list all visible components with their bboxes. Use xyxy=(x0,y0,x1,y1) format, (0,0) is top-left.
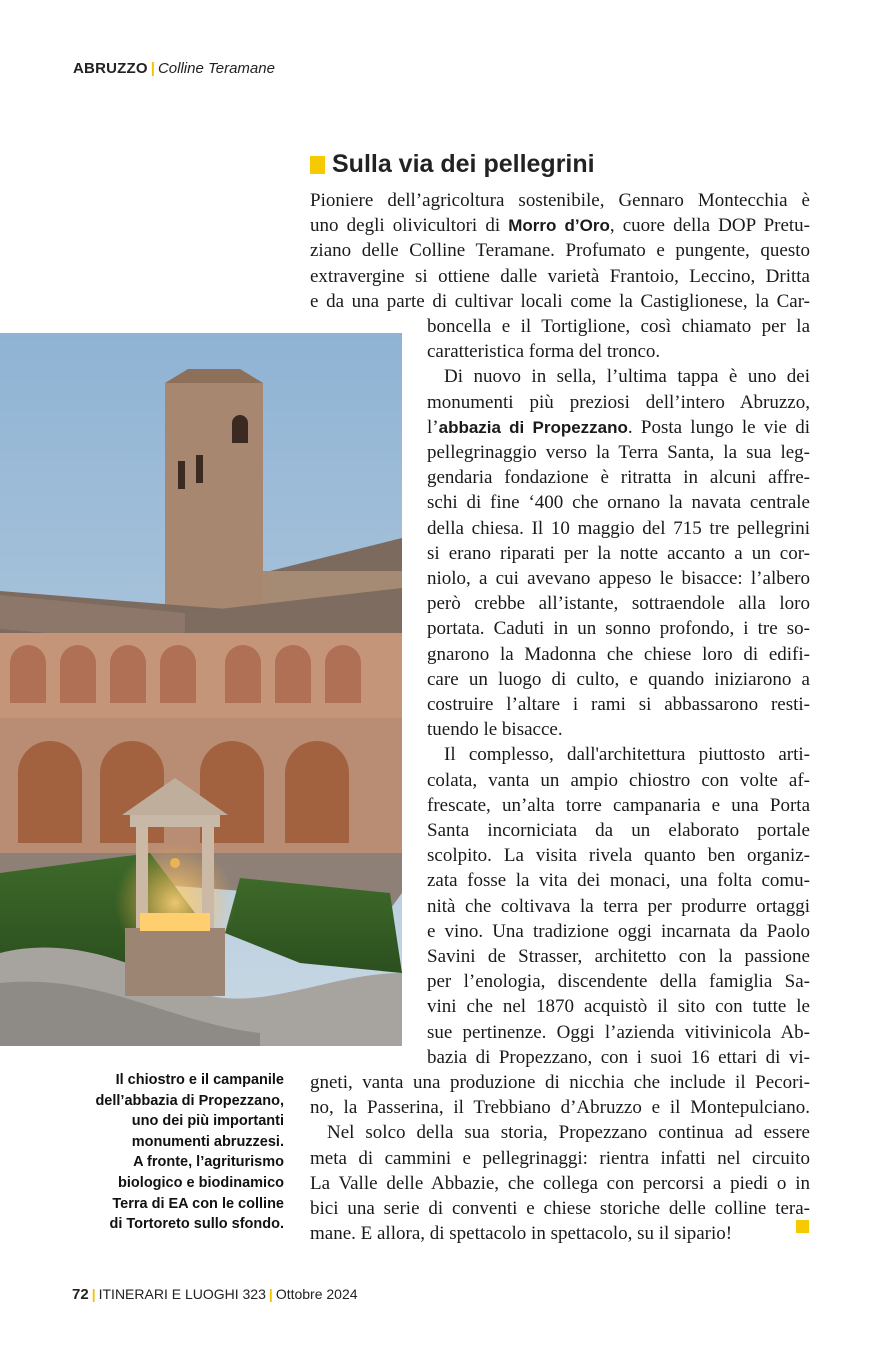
line-text: Savini de Strasser, architetto con la passione xyxy=(427,946,810,967)
article-line xyxy=(310,289,810,314)
line-text: caratteristica forma del tronco. xyxy=(427,341,661,363)
caption-line: monumenti abruzzesi. xyxy=(131,1133,284,1150)
end-of-article-icon xyxy=(796,1220,809,1233)
line-text: della chiesa. Il 10 maggio del 715 tre pellegrini xyxy=(427,517,810,539)
article-line xyxy=(427,490,810,515)
article-line xyxy=(310,213,810,238)
caption-line: dell’abbazia di Propezzano, xyxy=(95,1092,284,1109)
line-text: colata, vanta un ampio chiostro con volte af- xyxy=(427,769,810,791)
caption-line: uno dei più importanti xyxy=(131,1113,284,1130)
line-text: e da una parte di cultivar locali come la Castiglionese, la Car- xyxy=(310,290,810,312)
article-line xyxy=(310,1171,810,1196)
line-text: tuendo le bisacce. xyxy=(427,719,563,741)
line-text: extravergine si ottiene dalle varietà Frantoio, Leccino, Dritta xyxy=(310,265,810,287)
line-text: Santa incorniciata da un elaborato portale xyxy=(427,820,810,841)
cloister-photo xyxy=(0,333,402,1046)
article-line xyxy=(327,1120,810,1145)
line-text: pellegrinaggio verso la Terra Santa, la sua leg- xyxy=(427,442,810,463)
line-text: uno degli olivicultori di xyxy=(310,215,509,237)
article-line xyxy=(427,868,810,893)
line-text: si erano riparati per la notte accanto a un cor- xyxy=(427,542,810,564)
line-text: ziano delle Colline Teramane. Profumato e pungente, questo xyxy=(310,240,810,262)
caption-line: A fronte, l’agriturismo xyxy=(133,1154,284,1171)
line-text: Il complesso, dall'architettura piuttosto arti- xyxy=(444,744,810,766)
line-text: per l’enologia, discendente della famiglia Sa- xyxy=(427,971,810,993)
caption-line: di Tortoreto sullo sfondo. xyxy=(109,1216,284,1233)
article-line xyxy=(444,364,810,389)
caption-line: biologico e biodinamico xyxy=(118,1174,284,1191)
line-text: boncella e il Tortiglione, così chiamato per la xyxy=(427,316,810,337)
article-line xyxy=(427,667,810,692)
running-header xyxy=(73,60,275,77)
bold-term: Morro d’Oro xyxy=(508,216,610,236)
article-line xyxy=(427,692,810,717)
article-line xyxy=(427,390,810,415)
page-footer xyxy=(72,1286,358,1303)
line-text: gnarono la Madonna che chiese loro di edifi- xyxy=(427,643,810,665)
article-line xyxy=(427,969,810,994)
article-line xyxy=(427,541,810,566)
article-line xyxy=(310,1146,810,1171)
line-text: meta di cammini e pellegrinaggi: rientra infatti nel circuito xyxy=(310,1147,810,1169)
article-line xyxy=(427,642,810,667)
line-text: no, la Passerina, il Trebbiano d’Abruzzo e il Montepulciano. xyxy=(310,1097,810,1119)
line-text: mane. E allora, di spettacolo in spettacolo, su il sipario! xyxy=(310,1223,733,1245)
article-line xyxy=(427,818,810,843)
header-subtitle: Colline Teramane xyxy=(157,60,275,77)
line-text: nità che coltivava la terra per produrre ortaggi xyxy=(427,895,810,917)
line-text: portata. Caduti in un sonno profondo, i tre so- xyxy=(427,618,810,640)
line-text: La Valle delle Abbazie, che collega con percorsi a piedi o in xyxy=(310,1172,810,1194)
line-text: zata fosse la vita dei monaci, una folta comu- xyxy=(427,870,810,892)
line-text: , cuore della DOP Pretu- xyxy=(609,215,811,237)
article-title-text: Sulla via dei pellegrini xyxy=(332,150,595,178)
article-line xyxy=(427,894,810,919)
article-line xyxy=(427,314,810,339)
section-marker-icon xyxy=(310,156,325,174)
line-text: però crebbe all’istante, sottraendole alla loro xyxy=(427,593,810,615)
line-text: gneti, vanta una produzione di nicchia che include il Pecori- xyxy=(310,1072,810,1093)
line-text: costruire l’altare i rami si abbassarono resti- xyxy=(427,694,810,715)
article-line xyxy=(427,440,810,465)
article-line xyxy=(444,742,810,767)
article-line xyxy=(310,188,810,213)
article-line xyxy=(427,994,810,1019)
line-text: scolpito. La visita rivela quanto ben organiz- xyxy=(427,845,810,867)
article-line xyxy=(310,238,810,263)
caption-line: Il chiostro e il campanile xyxy=(115,1072,284,1088)
footer-separator: | xyxy=(268,1286,273,1302)
line-text: frescate, un’alta torre campanaria e una Porta xyxy=(427,794,810,816)
article-title xyxy=(310,150,595,179)
article-line xyxy=(310,1095,810,1120)
header-separator: | xyxy=(150,60,155,77)
page-number: 72 xyxy=(72,1286,89,1303)
article-line xyxy=(427,566,810,591)
bold-term: abbazia di Propezzano xyxy=(438,417,628,437)
line-text: vini che nel 1870 acquistò il sito con tutte le xyxy=(427,996,810,1018)
line-text: care un luogo di culto, e quando iniziarono a xyxy=(427,668,810,690)
line-text: niolo, a cui avevano appeso le bisacce: l’albero xyxy=(427,568,810,589)
line-text: l’ xyxy=(427,416,439,438)
article-line xyxy=(310,1196,810,1221)
line-text: Pioniere dell’agricoltura sostenibile, Gennaro Montecchia è xyxy=(310,190,810,211)
article-line xyxy=(427,919,810,944)
article-line xyxy=(427,465,810,490)
article-line xyxy=(427,415,810,440)
line-text: . Posta lungo le vie di xyxy=(627,416,811,438)
photo-caption xyxy=(54,1070,284,1235)
article-line xyxy=(427,944,810,969)
line-text: e vino. Una tradizione oggi incarnata da Paolo xyxy=(427,920,810,942)
line-text: schi di fine ‘400 che ornano la navata centrale xyxy=(427,492,810,514)
footer-separator: | xyxy=(91,1286,96,1302)
article-line xyxy=(427,768,810,793)
line-text: bici una serie di conventi e chiese storiche delle colline tera- xyxy=(310,1198,810,1219)
header-region: ABRUZZO xyxy=(73,60,148,77)
article-line xyxy=(427,516,810,541)
magazine-name: ITINERARI E LUOGHI 323 xyxy=(98,1286,266,1302)
article-line xyxy=(310,264,810,289)
line-text: Nel solco della sua storia, Propezzano continua ad essere xyxy=(327,1122,810,1144)
article-line xyxy=(310,1070,810,1095)
article-line xyxy=(427,717,810,742)
article-line xyxy=(427,616,810,641)
line-text: monumenti più preziosi dell’intero Abruzzo, xyxy=(427,391,810,413)
line-text: bazia di Propezzano, con i suoi 16 ettari di vi- xyxy=(427,1046,810,1068)
issue-date: Ottobre 2024 xyxy=(275,1286,358,1302)
article-line xyxy=(427,1045,810,1070)
article-line xyxy=(427,843,810,868)
article-line xyxy=(427,591,810,616)
article-line xyxy=(427,793,810,818)
caption-line: Terra di EA con le colline xyxy=(112,1195,284,1212)
line-text: Di nuovo in sella, l’ultima tappa è uno dei xyxy=(444,366,810,388)
line-text: gendaria fondazione è ritratta in alcuni affre- xyxy=(427,467,810,489)
article-line xyxy=(427,1020,810,1045)
article-line xyxy=(310,1221,810,1246)
line-text: sue pertinenze. Oggi l’azienda vitivinicola Ab- xyxy=(427,1021,810,1043)
article-line xyxy=(427,339,810,364)
